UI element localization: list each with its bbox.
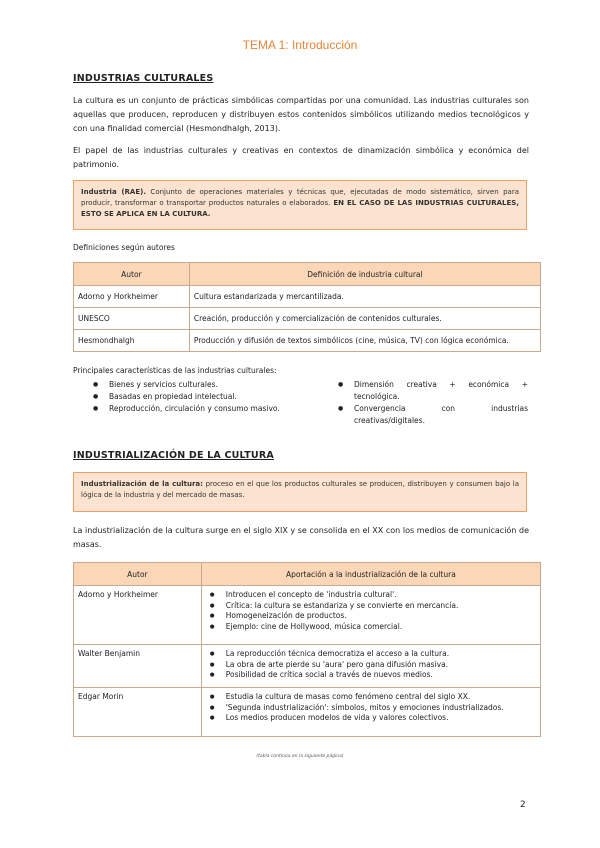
list-item: ● Bienes y servicios culturales. xyxy=(93,379,293,391)
definition-box-industrializacion xyxy=(73,472,527,512)
list-item: ● 'Segunda industrialización': símbolos, mitos y emociones industrializados. xyxy=(206,703,536,714)
table-row xyxy=(74,688,541,737)
table-row xyxy=(74,286,541,308)
table-row xyxy=(74,645,541,688)
table-continues-note: (tabla continúa en la siguiente página) xyxy=(256,754,344,759)
list-item: ● Ejemplo: cine de Hollywood, música comercial. xyxy=(206,622,536,633)
table-header-row xyxy=(74,263,541,286)
list-item: ● Estudia la cultura de masas como fenómeno central del siglo XX. xyxy=(206,692,536,703)
box-term: Industrialización de la cultura: xyxy=(81,480,203,488)
list-item: ● Posibilidad de crítica social a través de nuevos medios. xyxy=(206,670,536,681)
section-heading-industrializacion: INDUSTRIALIZACIÓN DE LA CULTURA xyxy=(73,450,274,461)
box-text: proceso en el que los productos culturales se producen, distribuyen y consumen bajo la lógica de la industria y del mercado de masas. xyxy=(81,480,519,499)
table-cell-author: Hesmondhalgh xyxy=(74,330,190,352)
list-item: ● Crítica: la cultura se estandariza y se convierte en mercancía. xyxy=(206,601,536,612)
page-number: 2 xyxy=(520,800,526,810)
table-cell-author: Walter Benjamin xyxy=(74,645,202,688)
table-cell-contribution xyxy=(201,688,540,737)
table-header-author: Autor xyxy=(74,263,190,286)
list-item: ● Basadas en propiedad intelectual. xyxy=(93,391,293,403)
intro-paragraph: La cultura es un conjunto de prácticas simbólicas compartidas por una comunidad. Las industrias culturales son aquellas que producen, reproducen y distribuyen estos contenidos simbólicos utilizando medios tecnológicos y con una finalidad comercial (Hesmondhalgh, 2013). xyxy=(73,96,529,133)
industrialization-paragraph: La industrialización de la cultura surge en el siglo XIX y se consolida en el XX con los medios de comunicación de masas. xyxy=(73,526,529,549)
definitions-label: Definiciones según autores xyxy=(73,243,175,252)
features-label: Principales características de las industrias culturales: xyxy=(73,366,277,375)
table-cell-contribution xyxy=(201,645,540,688)
box-term: Industria (RAE). xyxy=(81,188,146,196)
definition-box-industria xyxy=(73,180,527,230)
table-header-author: Autor xyxy=(74,563,202,586)
table-row xyxy=(74,330,541,352)
role-paragraph: El papel de las industrias culturales y creativas en contextos de dinamización simbólica y económica del patrimonio. xyxy=(73,146,529,169)
features-list-right xyxy=(338,379,528,427)
table-header-definition: Definición de industria cultural xyxy=(189,263,540,286)
page-title: TEMA 1: Introducción xyxy=(242,38,358,52)
table-cell-contribution xyxy=(201,586,540,645)
table-header-contribution: Aportación a la industrialización de la cultura xyxy=(201,563,540,586)
table-row xyxy=(74,308,541,330)
list-item: ● Los medios producen modelos de vida y valores colectivos. xyxy=(206,713,536,724)
box-text: Conjunto de operaciones materiales y técnicas que, ejecutadas de modo sistemático, sirven para producir, transformar o transportar productos naturales o elaborados. xyxy=(81,188,519,207)
box-emphasis: EN EL CASO DE LAS INDUSTRIAS CULTURALES, ESTO SE APLICA EN LA CULTURA. xyxy=(81,199,519,218)
list-item: ● Convergencia con industrias creativas/digitales. xyxy=(338,403,528,427)
table-cell-definition: Creación, producción y comercialización de contenidos culturales. xyxy=(189,308,540,330)
list-item: ● Homogeneización de productos. xyxy=(206,611,536,622)
table-cell-definition: Producción y difusión de textos simbólicos (cine, música, TV) con lógica económica. xyxy=(189,330,540,352)
table-cell-author: UNESCO xyxy=(74,308,190,330)
table-cell-author: Edgar Morin xyxy=(74,688,202,737)
list-item: ● Reproducción, circulación y consumo masivo. xyxy=(93,403,293,415)
list-item: ● La obra de arte pierde su 'aura' pero gana difusión masiva. xyxy=(206,660,536,671)
definitions-table xyxy=(73,262,541,352)
section-heading-industrias: INDUSTRIAS CULTURALES xyxy=(73,73,214,84)
table-cell-author: Adorno y Horkheimer xyxy=(74,286,190,308)
features-list-left xyxy=(93,379,293,415)
list-item: ● Dimensión creativa + económica + tecnológica. xyxy=(338,379,528,403)
list-item: ● Introducen el concepto de 'industria cultural'. xyxy=(206,590,536,601)
table-cell-author: Adorno y Horkheimer xyxy=(74,586,202,645)
table-row xyxy=(74,586,541,645)
table-cell-definition: Cultura estandarizada y mercantilizada. xyxy=(189,286,540,308)
table-header-row xyxy=(74,563,541,586)
list-item: ● La reproducción técnica democratiza el acceso a la cultura. xyxy=(206,649,536,660)
contributions-table xyxy=(73,562,541,737)
